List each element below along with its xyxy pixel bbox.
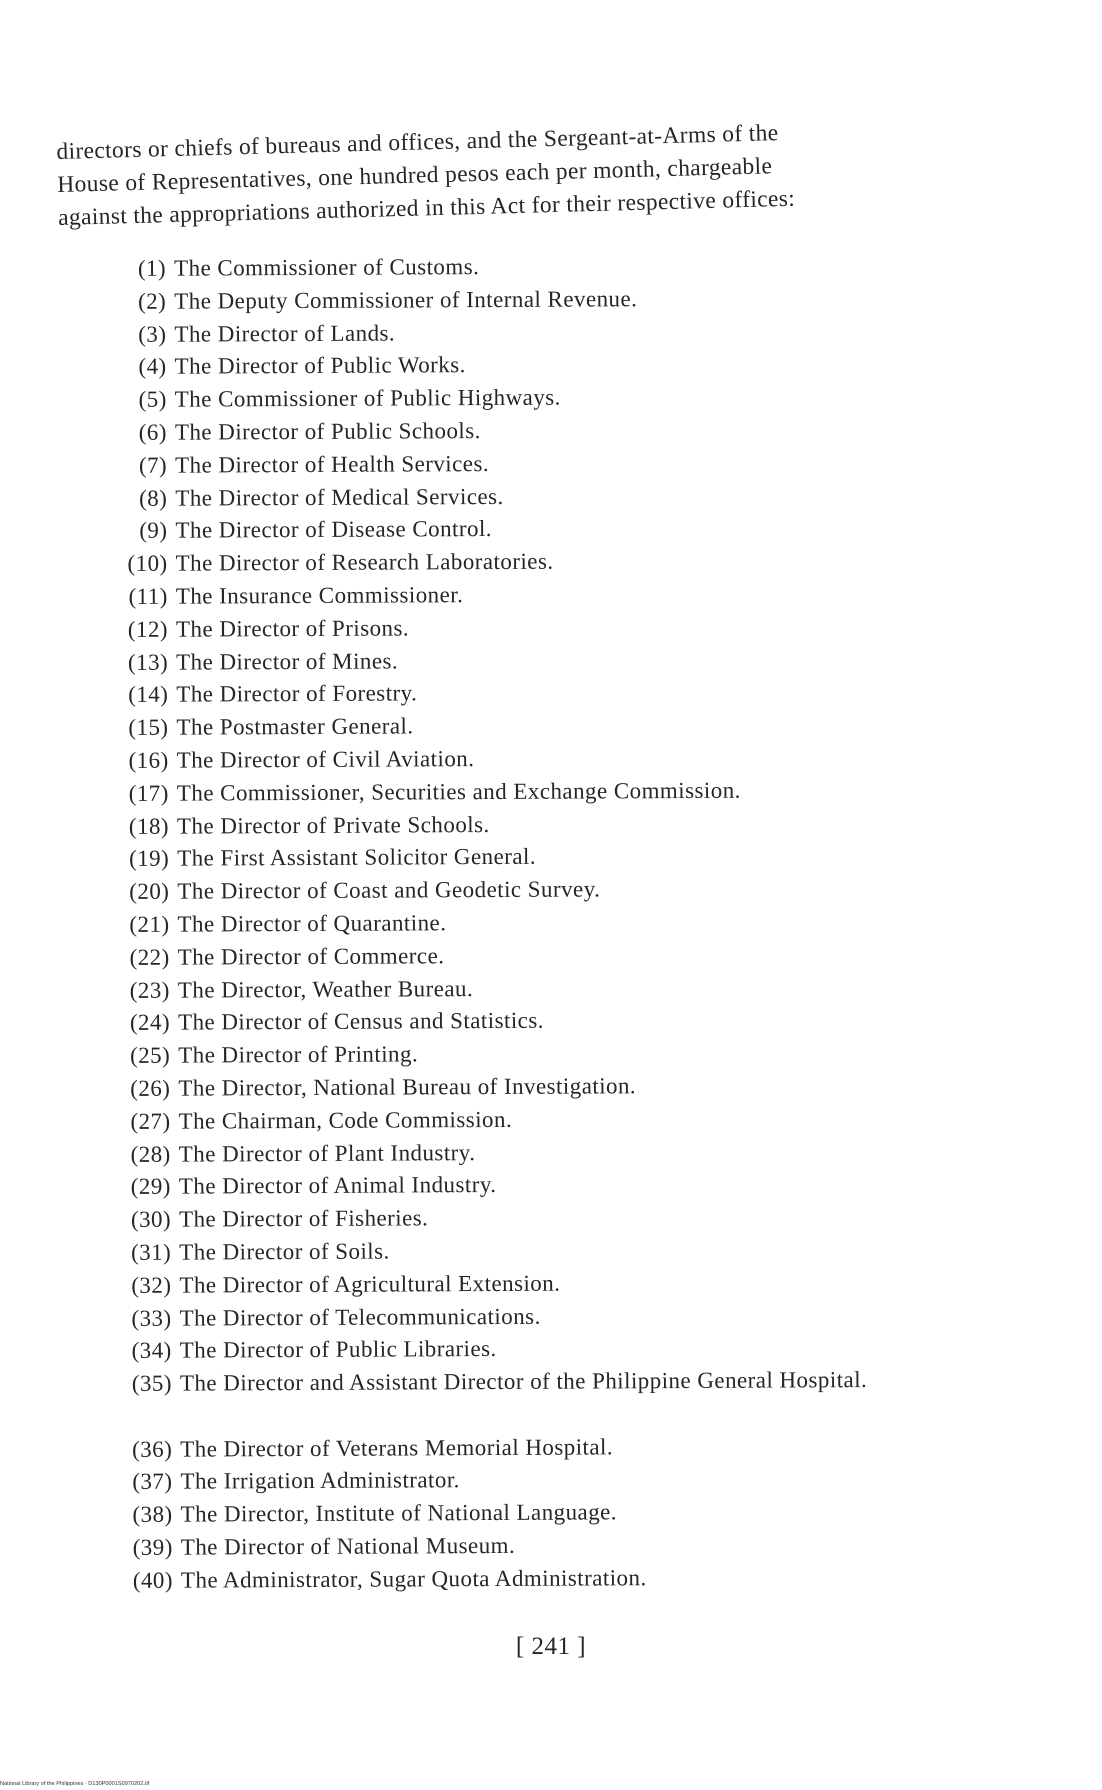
item-text: The Director of Commerce.: [177, 942, 445, 970]
item-text: The Director of Census and Statistics.: [177, 1008, 544, 1035]
item-text: The Postmaster General.: [176, 713, 414, 740]
list-item: [108, 576, 998, 613]
item-text: The Director of National Museum.: [180, 1532, 516, 1560]
item-text: The First Assistant Solicitor General.: [177, 844, 537, 871]
list-item: [107, 347, 997, 384]
item-text: The Director of Agricultural Extension.: [179, 1270, 561, 1298]
item-text: The Director of Soils.: [179, 1238, 390, 1265]
item-text: The Commissioner of Customs.: [174, 254, 480, 281]
item-number: (22): [129, 944, 170, 970]
list-item: [110, 970, 1000, 1007]
list-item: [110, 1101, 1000, 1138]
item-text: The Administrator, Sugar Quota Administration.: [180, 1565, 647, 1593]
item-text: The Director of Public Works.: [174, 352, 466, 380]
item-number: (3): [138, 321, 167, 347]
item-text: The Director of Disease Control.: [175, 516, 493, 544]
intro-line: House of Representatives, one hundred pesos each per month, chargeable: [56, 153, 773, 198]
list-item: [111, 1298, 1001, 1335]
item-text: The Director of Plant Industry.: [178, 1139, 476, 1167]
list-item: [107, 478, 997, 515]
item-number: (15): [128, 714, 169, 741]
officials-list: [106, 248, 1003, 1597]
item-text: The Director of Telecommunications.: [179, 1303, 541, 1331]
list-item: [110, 1003, 1000, 1040]
intro-line: directors or chiefs of bureaus and offices, and the Sergeant-at-Arms of the: [56, 120, 779, 165]
item-number: (2): [138, 288, 167, 314]
item-text: The Director of Forestry.: [176, 680, 418, 707]
item-number: (5): [138, 386, 167, 413]
list-item: [110, 1068, 1000, 1105]
item-text: The Director of Public Libraries.: [179, 1336, 497, 1363]
list-item: [112, 1429, 1002, 1466]
item-text: The Director of Mines.: [176, 648, 399, 675]
list-item: [111, 1167, 1001, 1204]
list-item: [112, 1363, 1002, 1433]
item-text: The Director and Assistant Director of the Philippine General Hospital.: [179, 1367, 868, 1396]
item-text: The Director of Research Laboratories.: [175, 548, 554, 576]
item-number: (39): [132, 1534, 173, 1560]
item-number: (34): [131, 1337, 172, 1364]
item-text: The Director of Private Schools.: [176, 811, 490, 839]
list-item: [111, 1232, 1001, 1269]
item-text: The Director of Lands.: [174, 320, 396, 347]
item-text: The Director of Coast and Geodetic Survey.: [177, 876, 601, 904]
item-text: The Director of Printing.: [178, 1041, 419, 1068]
list-item: [110, 1035, 1000, 1072]
item-text: The Director of Prisons.: [175, 615, 410, 642]
item-number: (37): [132, 1469, 173, 1495]
list-item: [106, 314, 996, 351]
item-text: The Director of Animal Industry.: [178, 1172, 497, 1199]
list-item: [107, 445, 997, 482]
item-number: (33): [131, 1305, 172, 1331]
item-number: (27): [130, 1108, 171, 1134]
list-item: [112, 1462, 1002, 1499]
item-number: (11): [128, 583, 168, 609]
item-number: (24): [129, 1010, 171, 1036]
item-number: (9): [139, 518, 168, 544]
item-number: (12): [127, 616, 169, 642]
item-number: (14): [128, 682, 169, 708]
item-number: (31): [131, 1239, 172, 1265]
list-item: [113, 1495, 1003, 1532]
item-text: The Director of Public Schools.: [174, 418, 481, 445]
item-number: (20): [129, 878, 170, 905]
list-item: [109, 871, 999, 908]
list-item: [109, 839, 999, 876]
list-item: [106, 281, 996, 318]
item-number: (25): [130, 1042, 171, 1069]
item-number: (36): [132, 1436, 173, 1462]
list-item: [111, 1265, 1001, 1302]
item-text: The Director, Weather Bureau.: [177, 975, 474, 1003]
list-item: [108, 675, 998, 712]
item-text: The Director of Civil Aviation.: [176, 746, 475, 773]
list-item: [113, 1527, 1003, 1564]
item-number: (32): [131, 1272, 172, 1298]
item-number: (13): [127, 649, 169, 675]
item-number: (29): [130, 1173, 171, 1200]
item-number: (16): [128, 747, 169, 773]
list-item: [107, 511, 997, 548]
scan-footer-label: National Library of the Philippines · D130P0001S0970202.tif: [0, 1781, 150, 1787]
list-item: [108, 544, 998, 581]
item-text: The Insurance Commissioner.: [175, 582, 464, 609]
intro-line: against the appropriations authorized in this Act for their respective offices:: [57, 185, 796, 231]
item-text: The Director of Health Services.: [175, 450, 490, 478]
item-text: The Commissioner, Securities and Exchange Commission.: [176, 777, 741, 806]
item-number: (40): [132, 1567, 174, 1593]
item-number: (8): [139, 485, 168, 511]
item-number: (23): [129, 977, 170, 1003]
item-number: (17): [128, 780, 169, 806]
list-item: [108, 609, 998, 646]
list-item: [107, 412, 997, 449]
item-text: The Deputy Commissioner of Internal Revenue.: [174, 286, 638, 314]
list-item: [113, 1560, 1003, 1597]
list-item: [109, 904, 999, 941]
item-text: The Director, Institute of National Language.: [180, 1499, 618, 1527]
item-number: (6): [138, 419, 168, 445]
list-item: [108, 642, 998, 679]
item-number: (28): [130, 1141, 171, 1167]
list-item: [112, 1331, 1002, 1368]
item-text: The Chairman, Code Commission.: [178, 1106, 513, 1134]
item-number: (26): [130, 1075, 171, 1101]
intro-paragraph: [56, 112, 988, 235]
list-item: [110, 937, 1000, 974]
list-item: [111, 1199, 1001, 1236]
item-number: (19): [128, 846, 170, 872]
item-number: (4): [138, 354, 167, 380]
item-text: The Director, National Bureau of Investigation.: [178, 1073, 637, 1101]
item-number: (30): [130, 1206, 172, 1232]
item-text: The Director of Fisheries.: [178, 1205, 429, 1232]
list-item: [106, 248, 996, 285]
item-text: The Director of Medical Services.: [175, 483, 504, 511]
item-number: (38): [132, 1501, 173, 1528]
list-item: [111, 1134, 1001, 1171]
list-item: [109, 773, 999, 810]
item-number: (21): [129, 911, 170, 937]
list-item: [107, 380, 997, 417]
item-number: (18): [128, 813, 170, 839]
item-text: The Irrigation Administrator.: [180, 1467, 460, 1495]
list-item: [109, 806, 999, 843]
page-number: [ 241 ]: [515, 1633, 587, 1660]
item-number: (10): [127, 550, 168, 577]
item-number: (1): [137, 255, 167, 281]
item-number: (35): [131, 1370, 172, 1396]
item-number: (7): [138, 452, 168, 478]
item-text: The Commissioner of Public Highways.: [174, 384, 561, 412]
list-item: [109, 740, 999, 777]
list-item: [108, 707, 998, 744]
item-text: The Director of Quarantine.: [177, 910, 447, 937]
item-text: The Director of Veterans Memorial Hospital.: [180, 1434, 614, 1462]
